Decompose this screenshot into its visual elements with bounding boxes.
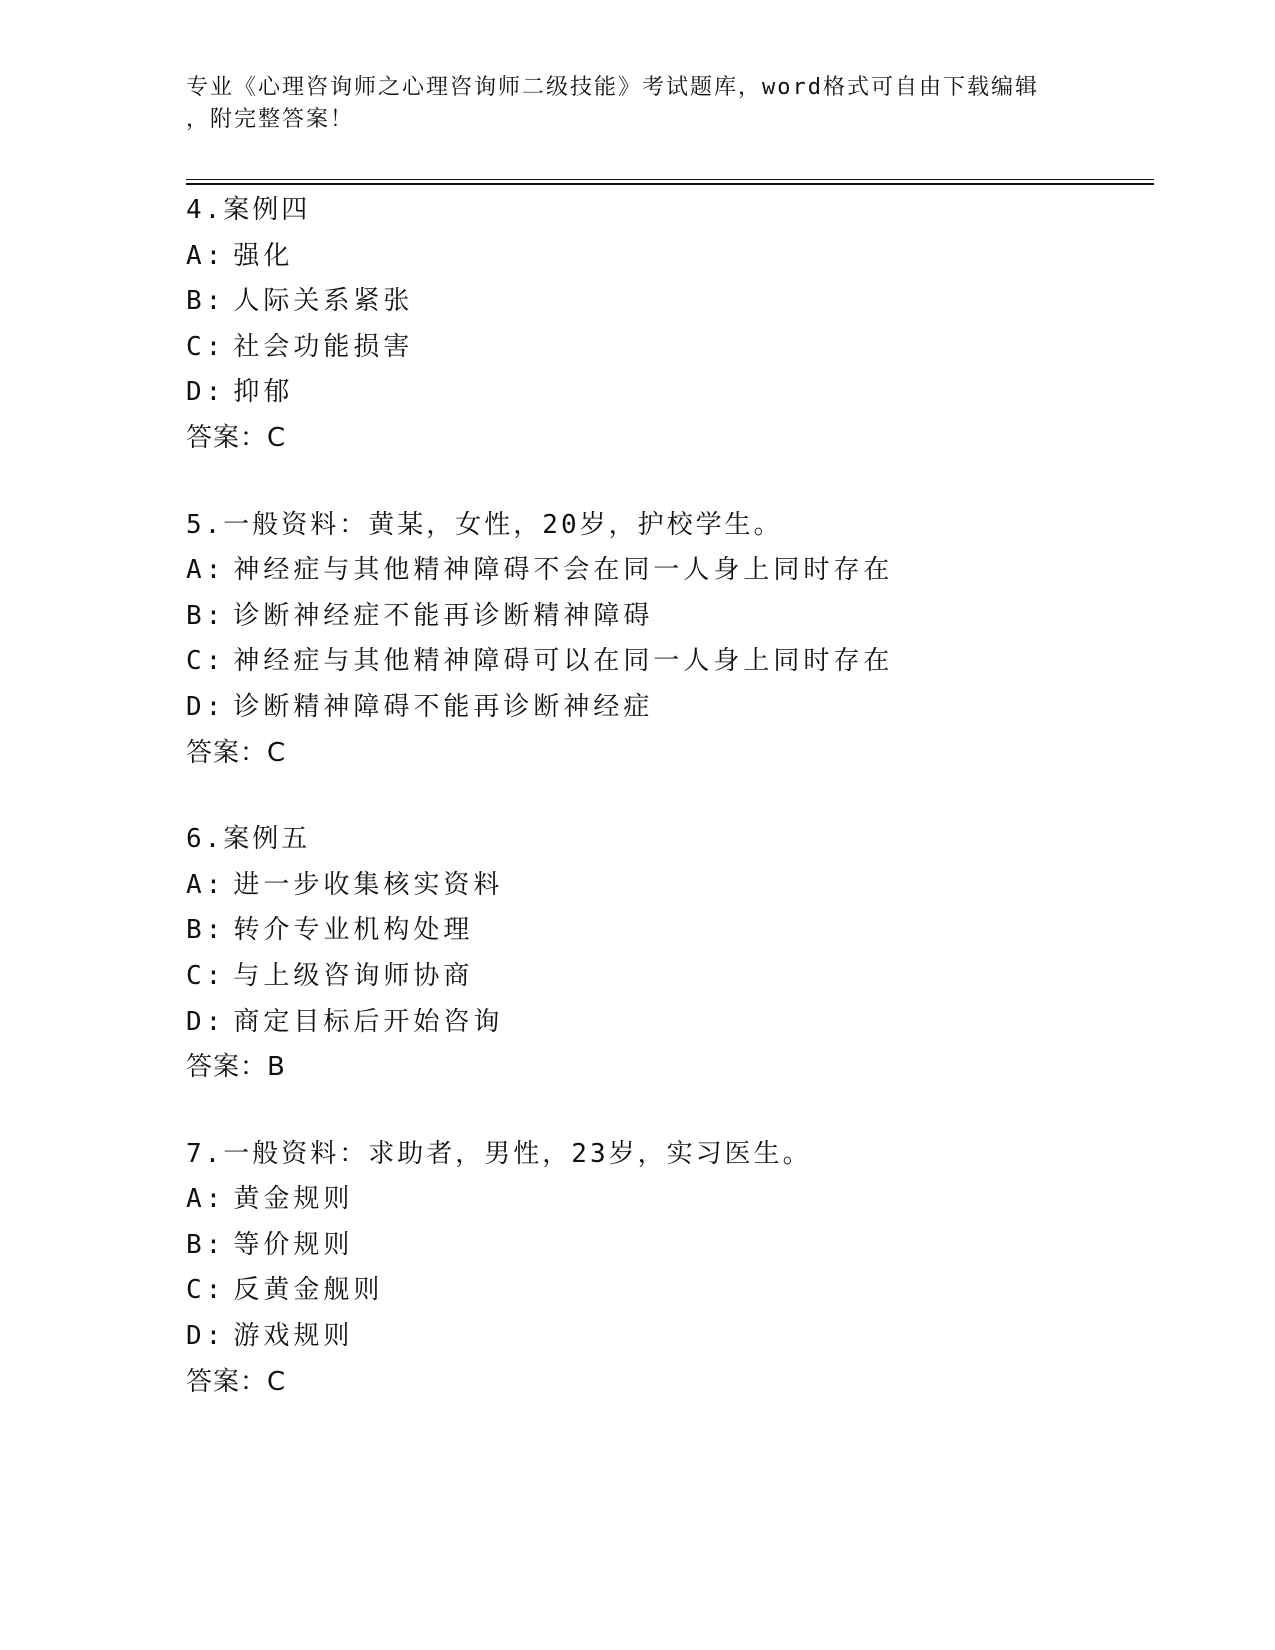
- option-key: D:: [186, 1006, 226, 1037]
- question-title: 7.一般资料：求助者，男性，23岁，实习医生。: [186, 1138, 812, 1169]
- option-key: C:: [186, 331, 226, 362]
- option-a: [186, 863, 1146, 909]
- question-title: 6.案例五: [186, 824, 311, 855]
- header-line-1: 专业《心理咨询师之心理咨询师二级技能》考试题库，word格式可自由下载编辑: [186, 75, 1039, 100]
- question-item: [186, 188, 1146, 462]
- option-key: D:: [186, 691, 226, 722]
- option-key: B:: [186, 1229, 226, 1260]
- option-key: D:: [186, 377, 226, 408]
- question-title: 5.一般资料：黄某，女性，20岁，护校学生。: [186, 509, 783, 540]
- option-text: 进一步收集核实资料: [233, 869, 504, 900]
- option-d: [186, 370, 1146, 416]
- option-key: C:: [186, 646, 226, 677]
- option-text: 诊断精神障碍不能再诊断神经症: [233, 691, 654, 722]
- option-text: 抑郁: [233, 377, 294, 408]
- option-text: 转介专业机构处理: [233, 915, 474, 946]
- option-text: 反黄金舰则: [233, 1275, 384, 1306]
- option-a: [186, 1177, 1146, 1223]
- option-text: 黄金规则: [233, 1184, 354, 1215]
- option-b: [186, 594, 1146, 640]
- option-d: [186, 1314, 1146, 1360]
- answer-line: 答案：C: [186, 737, 287, 768]
- question-title: 4.案例四: [186, 195, 311, 225]
- option-b: [186, 1223, 1146, 1269]
- option-key: B:: [186, 286, 226, 317]
- option-key: C:: [186, 960, 226, 991]
- option-d: [186, 1000, 1146, 1046]
- option-c: [186, 639, 1146, 685]
- option-text: 等价规则: [233, 1229, 354, 1260]
- header-rule-top: [186, 179, 1154, 180]
- option-text: 神经症与其他精神障碍不会在同一人身上同时存在: [233, 555, 894, 586]
- option-key: C:: [186, 1275, 226, 1306]
- document-header: [186, 72, 1086, 136]
- option-c: [186, 325, 1146, 371]
- header-rule-bottom: [186, 183, 1154, 185]
- option-text: 强化: [233, 240, 294, 271]
- option-c: [186, 1268, 1146, 1314]
- option-text: 社会功能损害: [233, 331, 414, 362]
- option-a: [186, 548, 1146, 594]
- header-line-2: ，附完整答案！: [186, 107, 355, 132]
- answer-line: 答案：B: [186, 1052, 286, 1083]
- option-d: [186, 685, 1146, 731]
- answer-line: 答案：C: [186, 422, 287, 453]
- option-text: 神经症与其他精神障碍可以在同一人身上同时存在: [233, 646, 894, 677]
- question-item: [186, 817, 1146, 1091]
- option-key: B:: [186, 915, 226, 946]
- option-a: [186, 234, 1146, 280]
- option-text: 游戏规则: [233, 1321, 354, 1352]
- option-text: 商定目标后开始咨询: [233, 1006, 504, 1037]
- question-list: [186, 188, 1146, 1446]
- option-b: [186, 908, 1146, 954]
- option-text: 诊断神经症不能再诊断精神障碍: [233, 600, 654, 631]
- option-c: [186, 954, 1146, 1000]
- option-key: A:: [186, 555, 226, 586]
- option-key: A:: [186, 240, 226, 271]
- answer-line: 答案：C: [186, 1366, 287, 1397]
- option-key: A:: [186, 869, 226, 900]
- option-key: D:: [186, 1321, 226, 1352]
- question-item: [186, 503, 1146, 777]
- option-key: A:: [186, 1184, 226, 1215]
- option-key: B:: [186, 600, 226, 631]
- question-item: [186, 1132, 1146, 1406]
- option-b: [186, 279, 1146, 325]
- option-text: 与上级咨询师协商: [233, 960, 474, 991]
- option-text: 人际关系紧张: [233, 286, 414, 317]
